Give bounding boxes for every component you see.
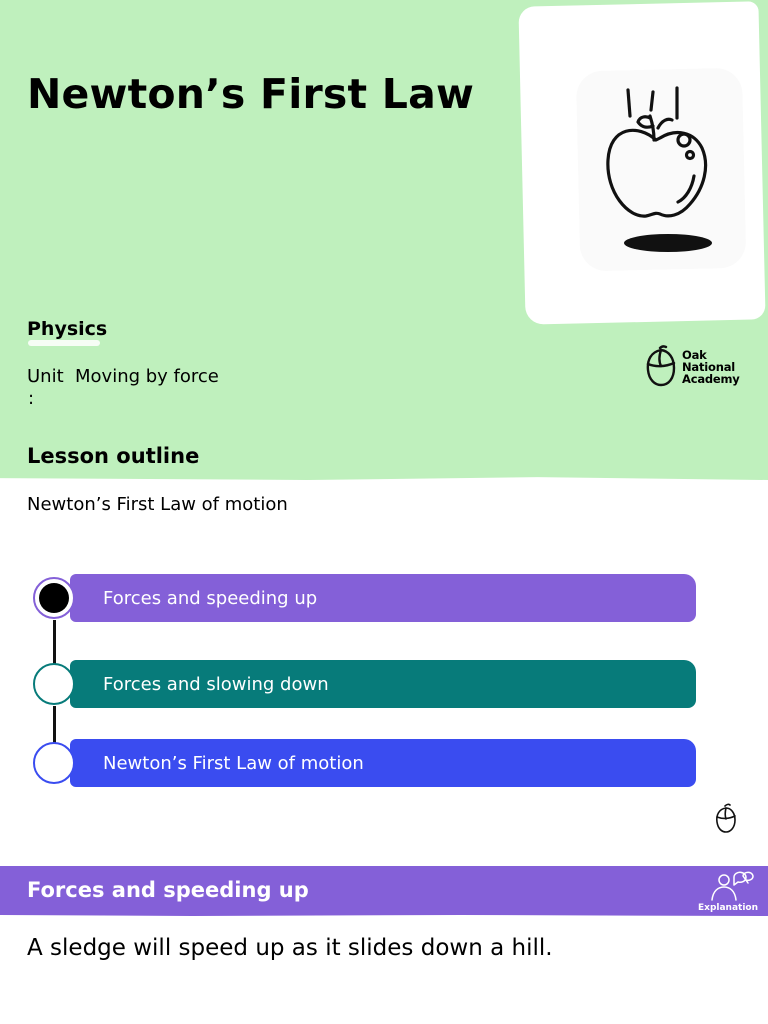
section-body-text: A sledge will speed up as it slides down a hill.: [27, 935, 553, 961]
oak-national-academy-logo: [645, 344, 745, 390]
timeline-connector: [53, 706, 56, 744]
lesson-title: Newton’s First Law: [27, 70, 475, 118]
outline-item-forces-speeding-up[interactable]: [70, 574, 696, 622]
explanation-badge: [694, 870, 764, 914]
section-title: Forces and speeding up: [27, 878, 309, 902]
outline-item-forces-slowing-down[interactable]: [70, 660, 696, 708]
unit-label: Unit: [27, 366, 64, 387]
unit-name: Moving by force: [75, 366, 219, 387]
outline-item-label: Newton’s First Law of motion: [103, 752, 364, 774]
falling-apple-icon: [598, 84, 718, 259]
lesson-outline-subheading: Newton’s First Law of motion: [27, 494, 288, 515]
lesson-outline-heading: Lesson outline: [27, 444, 200, 468]
subject-underline: [28, 340, 100, 346]
timeline-connector: [53, 620, 56, 664]
oak-logo-line-3: Academy: [682, 372, 740, 386]
oak-logo-line-2: National: [682, 360, 736, 374]
acorn-icon: [645, 344, 677, 388]
outline-step-marker: [33, 742, 75, 784]
outline-step-marker: [33, 663, 75, 705]
unit-colon: :: [28, 388, 35, 409]
explanation-people-icon: [694, 870, 764, 904]
explanation-label: Explanation: [697, 903, 758, 913]
outline-step-marker-current: [33, 577, 75, 619]
oak-logo-line-1: Oak: [682, 348, 707, 362]
outline-item-newtons-first-law[interactable]: [70, 739, 696, 787]
oak-logo-wordmark: [682, 349, 740, 385]
outline-item-label: Forces and slowing down: [103, 673, 329, 695]
subject-name: Physics: [27, 318, 108, 340]
outline-item-label: Forces and speeding up: [103, 587, 318, 609]
acorn-icon: [713, 803, 739, 835]
